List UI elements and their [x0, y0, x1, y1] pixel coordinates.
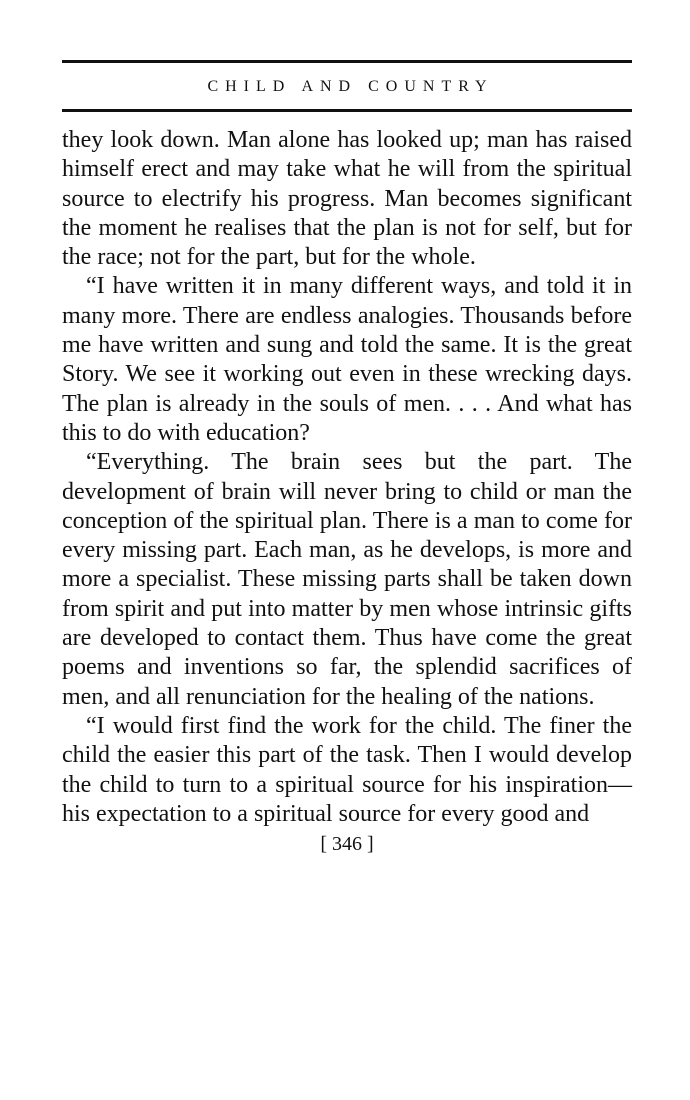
book-page	[62, 60, 632, 857]
paragraph-1: they look down. Man alone has looked up; man has raised himself erect and may take what he will from the spiritual source to electrify his progress. Man becomes significant the moment he realises that the plan is not for self, but for the race; not for the part, but for the whole.	[62, 127, 632, 271]
paragraph-3: “Everything. The brain sees but the part. The development of brain will never bring to child or man the conception of the spiritual plan. There is a man to come for every missing part. Each man, as he develops, is more and more a specialist. These missing parts shall be taken down from spirit and put into matter by men whose intrinsic gifts are developed to contact them. Thus have come the great poems and inventions so far, the splendid sacrifices of men, and all renunciation for the healing of the nations.	[62, 449, 632, 710]
header-rule-bottom	[62, 109, 632, 112]
paragraph-4: “I would first find the work for the child. The finer the child the easier this part of the task. Then I would develop the child to turn to a spiritual source for his inspiration—his expectation to a spiritual source for every good and	[62, 712, 632, 827]
body-text	[62, 126, 632, 829]
running-header: CHILD AND COUNTRY	[207, 78, 494, 95]
paragraph-2: “I have written it in many different ways, and told it in many more. There are endless analogies. Thousands before me have written and sung and told the same. It is the great Story. We see it working out even in these wrecking days. The plan is already in the souls of men. . . . And what has this to do with education?	[62, 273, 632, 446]
page-number: [ 346 ]	[320, 833, 374, 856]
